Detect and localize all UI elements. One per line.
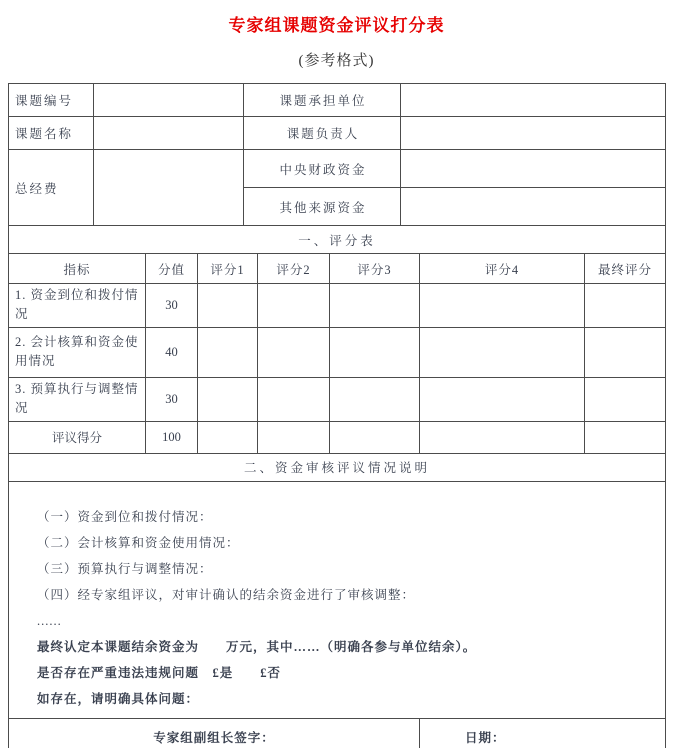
final-score-field[interactable] [585,327,666,377]
table-row [9,254,666,284]
points-value: 30 [146,284,198,328]
undertaking-unit-label: 课题承担单位 [244,84,401,117]
col-header-points: 分值 [146,254,198,284]
table-row [9,453,666,481]
total-fund-label: 总经费 [9,150,94,226]
score3-field[interactable] [330,284,420,328]
score3-field[interactable] [330,377,420,421]
score4-field[interactable] [420,377,585,421]
final-score-field[interactable] [585,377,666,421]
table-row [9,84,666,117]
points-value: 30 [146,377,198,421]
note-line-detail-prompt: 如存在，请明确具体问题： [37,691,200,706]
col-header-score2: 评分2 [258,254,330,284]
total-points-value: 100 [146,421,198,453]
indicator-label: 1. 资金到位和拨付情况 [9,284,146,328]
score2-field[interactable] [258,377,330,421]
col-header-score4: 评分4 [420,254,585,284]
note-line-violation-checkboxes: 是否存在严重违法违规问题 £是 £否 [37,665,282,680]
note-line: （一）资金到位和拨付情况： [37,509,213,524]
note-line: （三）预算执行与调整情况： [37,561,213,576]
project-name-field[interactable] [94,117,244,150]
table-row [9,327,666,377]
section1-header: 一、评分表 [9,226,666,254]
score1-field[interactable] [198,377,258,421]
table-row [9,150,666,188]
central-fund-label: 中央财政资金 [244,150,401,188]
score4-field[interactable] [420,284,585,328]
note-line: （二）会计核算和资金使用情况： [37,535,240,550]
total-fund-field[interactable] [94,150,244,226]
document-title: 专家组课题资金评议打分表 [228,16,445,35]
score2-field[interactable] [258,421,330,453]
col-header-score3: 评分3 [330,254,420,284]
total-score-label: 评议得分 [9,421,146,453]
col-header-final-score: 最终评分 [585,254,666,284]
undertaking-unit-field[interactable] [401,84,666,117]
table-row [9,481,666,718]
info-table [8,83,666,226]
indicator-label: 2. 会计核算和资金使用情况 [9,327,146,377]
score2-field[interactable] [258,327,330,377]
project-number-field[interactable] [94,84,244,117]
document-subtitle: (参考格式) [298,53,375,69]
score1-field[interactable] [198,421,258,453]
indicator-label: 3. 预算执行与调整情况 [9,377,146,421]
score2-field[interactable] [258,284,330,328]
col-header-indicator: 指标 [9,254,146,284]
section2-header: 二、资金审核评议情况说明 [9,453,666,481]
other-fund-field[interactable] [401,188,666,226]
note-line: （四）经专家组评议，对审计确认的结余资金进行了审核调整： [37,587,416,602]
score1-field[interactable] [198,284,258,328]
note-line-final-amount: 最终认定本课题结余资金为 万元，其中……（明确各参与单位结余）。 [37,639,477,654]
form-table [8,83,665,748]
date-label: 日期： [420,718,666,748]
score4-field[interactable] [420,421,585,453]
final-score-field[interactable] [585,421,666,453]
signature-label: 专家组副组长签字： [9,718,420,748]
table-row [9,377,666,421]
score1-field[interactable] [198,327,258,377]
score3-field[interactable] [330,327,420,377]
score3-field[interactable] [330,421,420,453]
final-score-field[interactable] [585,284,666,328]
central-fund-field[interactable] [401,150,666,188]
note-line: ...... [37,613,62,628]
score4-field[interactable] [420,327,585,377]
scoring-table [8,225,666,748]
table-row [9,284,666,328]
table-row [9,226,666,254]
review-notes-area[interactable] [9,481,666,718]
table-row [9,117,666,150]
project-number-label: 课题编号 [9,84,94,117]
table-row [9,421,666,453]
points-value: 40 [146,327,198,377]
col-header-score1: 评分1 [198,254,258,284]
other-fund-label: 其他来源资金 [244,188,401,226]
leader-field[interactable] [401,117,666,150]
leader-label: 课题负责人 [244,117,401,150]
project-name-label: 课题名称 [9,117,94,150]
table-row [9,718,666,748]
